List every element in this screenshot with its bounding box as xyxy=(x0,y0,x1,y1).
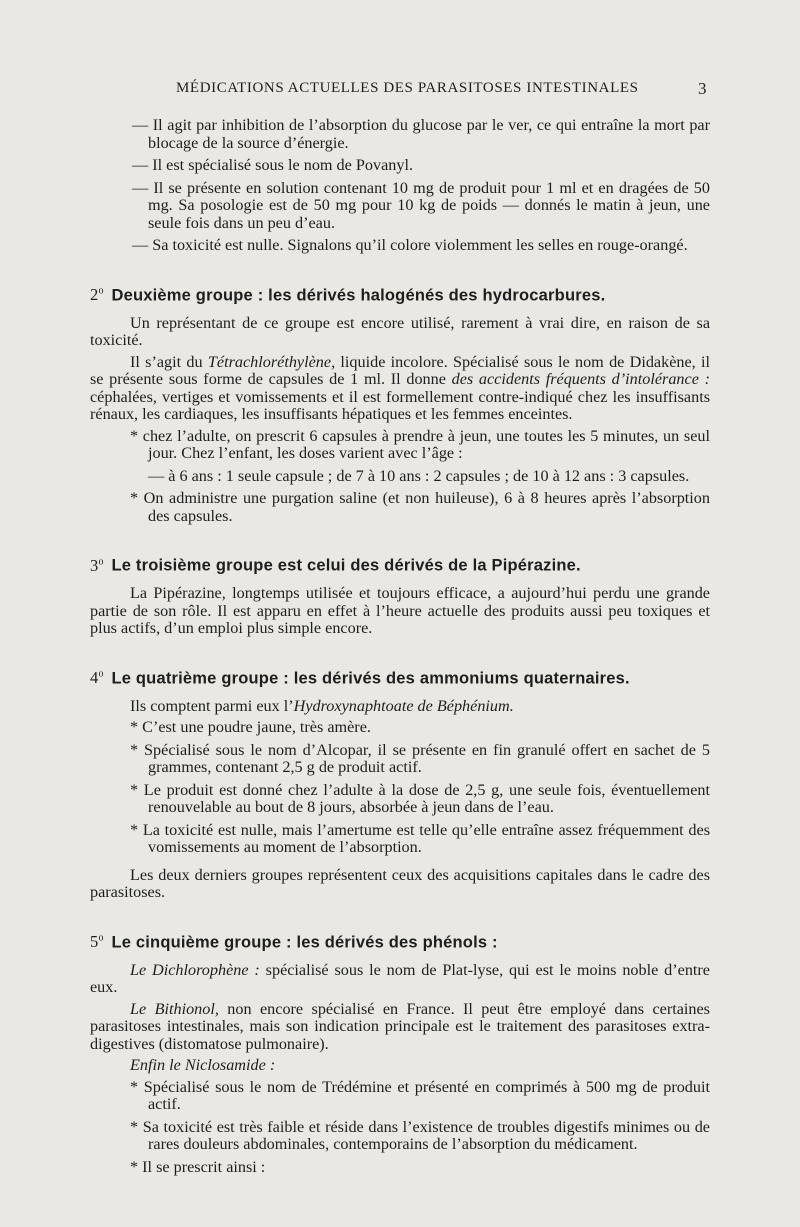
paragraph: Il s’agit du Tétrachloréthylène, liquide incolore. Spécialisé sous le nom de Didakène, il se présente sous forme de capsules de 1 ml. Il donne des accidents fréquents d’intolérance : céphalées, vertiges et vomissements et il est formellement contre-indiqué chez les insuffisants rénaux, les cardiaques, les insuffisants hépatiques et les femmes enceintes. xyxy=(90,352,710,423)
section-heading-group2 xyxy=(90,283,710,305)
section-heading-group3 xyxy=(90,553,710,575)
section-heading-group4 xyxy=(90,666,710,688)
section-number-suffix: o xyxy=(98,556,104,567)
intro-dash-item: — Il est spécialisé sous le nom de Povanyl. xyxy=(132,156,413,174)
section-number: 3 xyxy=(90,555,99,575)
section-heading-text: Deuxième groupe : les dérivés halogénés des hydrocarbures. xyxy=(111,286,606,304)
star-item: * Spécialisé sous le nom de Trédémine et présenté en comprimés à 500 mg de produit actif. xyxy=(130,1077,710,1113)
star-item: * C’est une poudre jaune, très amère. xyxy=(130,718,371,736)
paragraph: Les deux derniers groupes représentent ceux des acquisitions capitales dans le cadre des parasitoses. xyxy=(90,865,710,901)
paragraph: Ils comptent parmi eux l’Hydroxynaphtoate de Béphénium. xyxy=(130,696,514,715)
drug-name: Hydroxynaphtoate de Béphénium. xyxy=(293,696,514,715)
section-heading-text: Le cinquième groupe : les dérivés des phénols : xyxy=(111,933,498,951)
section-heading-text: Le troisième groupe est celui des dérivés de la Pipérazine. xyxy=(111,556,581,575)
intro-dash-item: — Sa toxicité est nulle. Signalons qu’il colore violemment les selles en rouge-orangé. xyxy=(132,236,688,254)
paragraph xyxy=(90,1057,710,1075)
star-item: * Sa toxicité est très faible et réside dans l’existence de troubles digestifs minimes ou de rares douleurs abdominales, contemporains de l’absorption du médicament. xyxy=(130,1117,710,1153)
section-number-suffix: o xyxy=(98,285,104,297)
star-item: * La toxicité est nulle, mais l’amertume est telle qu’elle entraîne assez fréquemment des vomissements au moment de l’absorption. xyxy=(130,820,710,856)
paragraph: Un représentant de ce groupe est encore utilisé, rarement à vrai dire, en raison de sa toxicité. xyxy=(90,313,710,349)
star-item: * Il se prescrit ainsi : xyxy=(130,1157,266,1176)
drug-name: Enfin le Niclosamide : xyxy=(130,1056,276,1074)
section-heading-text: Le quatrième groupe : les dérivés des ammoniums quaternaires. xyxy=(111,669,630,687)
drug-name: Le Bithionol, xyxy=(130,999,219,1018)
intro-dash-item: — Il se présente en solution contenant 10 mg de produit pour 1 ml et en dragées de 50 mg. Sa posologie est de 50 mg pour 10 kg de poids — donnés le matin à jeun, une seule fois dans un peu d’eau. xyxy=(132,178,710,232)
drug-name: Le Dichlorophène : xyxy=(130,960,260,979)
section-number-suffix: o xyxy=(98,668,104,680)
document-body xyxy=(90,117,710,1181)
section-number: 2 xyxy=(90,285,99,304)
paragraph: Le Bithionol, non encore spécialisé en France. Il peut être employé dans certaines parasitoses intestinales, mais son indication principale est le traitement des parasitoses extra-digestives (distomatose pulmonaire). xyxy=(90,999,710,1053)
emphasis: des accidents fréquents d’intolérance : xyxy=(451,370,710,388)
paragraph: La Pipérazine, longtemps utilisée et toujours efficace, a aujourd’hui perdu une grande partie de son rôle. Il est apparu en effet à l’heure actuelle des produits aussi peu toxiques et plus actifs, d’un emploi plus simple encore. xyxy=(90,584,710,637)
running-title: MÉDICATIONS ACTUELLES DES PARASITOSES INTESTINALES xyxy=(176,80,639,96)
sub-dash-item: — à 6 ans : 1 seule capsule ; de 7 à 10 ans : 2 capsules ; de 10 à 12 ans : 3 capsules. xyxy=(148,466,690,485)
section-number: 5 xyxy=(90,932,99,951)
section-heading-group5 xyxy=(90,930,710,952)
section-number: 4 xyxy=(90,668,99,687)
section-number-suffix: o xyxy=(98,932,104,944)
drug-name: Tétrachloréthylène, xyxy=(207,352,336,371)
star-item: * On administre une purgation saline (et non huileuse), 6 à 8 heures après l’absorption des capsules. xyxy=(130,489,710,525)
star-item: * chez l’adulte, on prescrit 6 capsules à prendre à jeun, une toutes les 5 minutes, un seul jour. Chez l’enfant, les doses varient avec l’âge : xyxy=(130,426,710,462)
star-item: * Le produit est donné chez l’adulte à la dose de 2,5 g, une seule fois, éventuellement renouvelable au bout de 8 jours, absorbée à jeun dans de l’eau. xyxy=(130,780,710,816)
star-item: * Spécialisé sous le nom d’Alcopar, il se présente en fin granulé offert en sachet de 5 grammes, contenant 2,5 g de produit actif. xyxy=(130,740,710,776)
page-number: 3 xyxy=(698,79,708,98)
paragraph: Le Dichlorophène : spécialisé sous le nom de Plat-lyse, qui est le moins noble d’entre eux. xyxy=(90,960,710,996)
intro-dash-item: — Il agit par inhibition de l’absorption du glucose par le ver, ce qui entraîne la mort par blocage de la source d’énergie. xyxy=(132,116,710,152)
